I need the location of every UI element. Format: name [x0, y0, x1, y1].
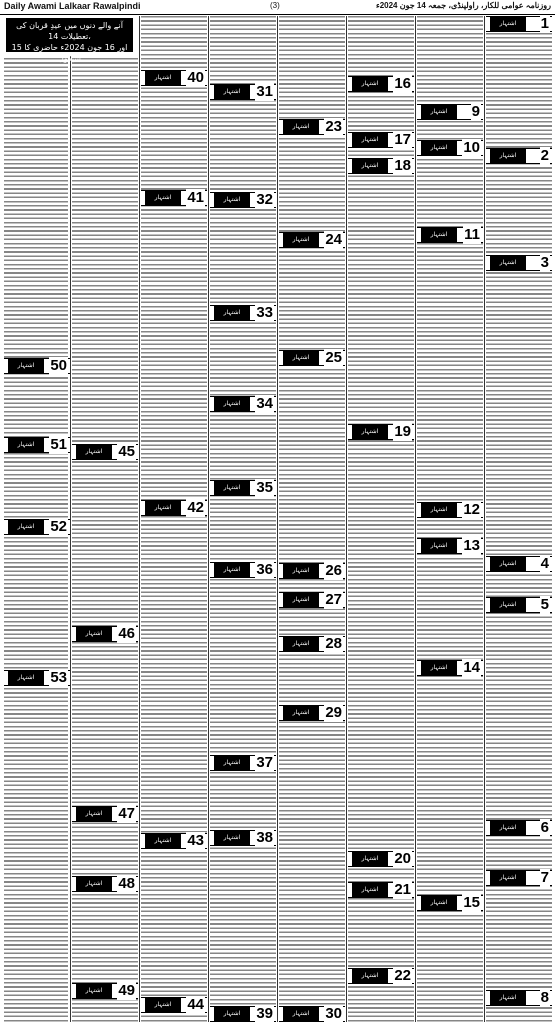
notice-header-15 — [417, 895, 483, 911]
notice-header-16 — [348, 76, 414, 92]
holiday-announcement — [6, 18, 133, 63]
notice-header-52 — [4, 519, 70, 535]
notice-number: 41 — [187, 189, 204, 206]
notice-bar: اشتہار — [214, 193, 250, 207]
notice-bar: اشتہار — [283, 233, 319, 247]
notice-bar: اشتہار — [421, 539, 457, 553]
notice-header-25 — [279, 350, 345, 366]
notice-header-4 — [486, 556, 552, 572]
notice-number: 15 — [463, 894, 480, 911]
notice-number: 46 — [118, 625, 135, 642]
notice-number: 9 — [471, 103, 480, 120]
notice-header-17 — [348, 132, 414, 148]
notice-bar: اشتہار — [214, 756, 250, 770]
notice-bar: اشتہار — [421, 141, 457, 155]
notice-header-12 — [417, 502, 483, 518]
masthead — [0, 0, 555, 15]
notice-bar: اشتہار — [352, 425, 388, 439]
notice-header-43 — [141, 833, 207, 849]
notice-header-34 — [210, 396, 276, 412]
notice-header-10 — [417, 140, 483, 156]
text-column-5 — [279, 16, 345, 1022]
date-line: روزنامہ عوامی للکار، راولپنڈی، جمعہ 14 جون 2024ء — [375, 1, 551, 10]
notice-number: 6 — [540, 819, 549, 836]
notice-bar: اشتہار — [490, 871, 526, 885]
notice-number: 31 — [256, 83, 273, 100]
notice-header-8 — [486, 990, 552, 1006]
notice-bar: اشتہار — [352, 133, 388, 147]
notice-header-46 — [72, 626, 138, 642]
notice-header-3 — [486, 255, 552, 271]
notice-header-53 — [4, 670, 70, 686]
notice-header-38 — [210, 830, 276, 846]
notice-number: 12 — [463, 501, 480, 518]
notice-bar: اشتہار — [490, 557, 526, 571]
notice-number: 21 — [394, 881, 411, 898]
notice-number: 5 — [540, 596, 549, 613]
notice-header-7 — [486, 870, 552, 886]
paper-name: Daily Awami Lalkaar Rawalpindi — [4, 1, 141, 11]
notice-bar: اشتہار — [283, 593, 319, 607]
notice-header-6 — [486, 820, 552, 836]
notice-bar: اشتہار — [76, 445, 112, 459]
notice-header-23 — [279, 119, 345, 135]
notice-number: 16 — [394, 75, 411, 92]
notice-bar: اشتہار — [76, 877, 112, 891]
notice-header-2 — [486, 148, 552, 164]
notice-bar: اشتہار — [352, 77, 388, 91]
notice-number: 7 — [540, 869, 549, 886]
notice-bar: اشتہار — [214, 85, 250, 99]
notice-bar: اشتہار — [214, 1007, 250, 1021]
notice-header-32 — [210, 192, 276, 208]
notice-bar: اشتہار — [490, 149, 526, 163]
page-number: (3) — [270, 1, 280, 10]
notice-bar: اشتہار — [214, 397, 250, 411]
notice-number: 39 — [256, 1005, 273, 1022]
text-column-2 — [72, 16, 138, 1022]
notice-number: 32 — [256, 191, 273, 208]
notice-header-50 — [4, 358, 70, 374]
notice-bar: اشتہار — [421, 896, 457, 910]
notice-number: 3 — [540, 254, 549, 271]
notice-header-9 — [417, 104, 483, 120]
notice-bar: اشتہار — [283, 637, 319, 651]
notice-bar: اشتہار — [145, 998, 181, 1012]
notice-bar: اشتہار — [283, 1007, 319, 1021]
notice-number: 43 — [187, 832, 204, 849]
notice-number: 25 — [325, 349, 342, 366]
notice-bar: اشتہار — [214, 481, 250, 495]
notice-bar: اشتہار — [490, 17, 526, 31]
notice-number: 52 — [50, 518, 67, 535]
notice-number: 17 — [394, 131, 411, 148]
notice-header-11 — [417, 227, 483, 243]
notice-bar: اشتہار — [283, 706, 319, 720]
notice-bar: اشتہار — [145, 191, 181, 205]
notice-header-42 — [141, 500, 207, 516]
notice-number: 36 — [256, 561, 273, 578]
notice-number: 18 — [394, 157, 411, 174]
notice-bar: اشتہار — [421, 105, 457, 119]
notice-number: 27 — [325, 591, 342, 608]
notice-number: 51 — [50, 436, 67, 453]
notice-header-5 — [486, 597, 552, 613]
notice-bar: اشتہار — [421, 228, 457, 242]
notice-header-31 — [210, 84, 276, 100]
notice-header-35 — [210, 480, 276, 496]
notice-bar: اشتہار — [421, 503, 457, 517]
notice-number: 22 — [394, 967, 411, 984]
notice-header-37 — [210, 755, 276, 771]
notice-header-13 — [417, 538, 483, 554]
notice-bar: اشتہار — [283, 120, 319, 134]
notice-header-49 — [72, 983, 138, 999]
notice-bar: اشتہار — [145, 71, 181, 85]
notice-header-14 — [417, 660, 483, 676]
notice-number: 29 — [325, 704, 342, 721]
notice-bar: اشتہار — [352, 852, 388, 866]
notice-number: 8 — [540, 989, 549, 1006]
notice-header-29 — [279, 705, 345, 721]
notice-number: 40 — [187, 69, 204, 86]
notice-header-51 — [4, 437, 70, 453]
notice-number: 13 — [463, 537, 480, 554]
notice-number: 44 — [187, 996, 204, 1013]
notice-number: 53 — [50, 669, 67, 686]
notice-number: 42 — [187, 499, 204, 516]
notice-bar: اشتہار — [8, 438, 44, 452]
notice-number: 33 — [256, 304, 273, 321]
notice-number: 4 — [540, 555, 549, 572]
text-column-3 — [141, 16, 207, 1022]
notice-header-30 — [279, 1006, 345, 1022]
notice-header-1 — [486, 16, 552, 32]
notice-bar: اشتہار — [283, 564, 319, 578]
notice-bar: اشتہار — [145, 501, 181, 515]
notice-header-27 — [279, 592, 345, 608]
notice-bar: اشتہار — [490, 256, 526, 270]
notice-bar: اشتہار — [421, 661, 457, 675]
notice-header-22 — [348, 968, 414, 984]
notice-bar: اشتہار — [8, 359, 44, 373]
notice-number: 2 — [540, 147, 549, 164]
notice-bar: اشتہار — [76, 807, 112, 821]
notice-bar: اشتہار — [214, 563, 250, 577]
text-column-4 — [210, 16, 276, 1022]
notice-header-39 — [210, 1006, 276, 1022]
announcement-line-1: آنے والے دنوں میں عیدِ قربان کی تعطیلات 14، — [16, 21, 123, 41]
notice-bar: اشتہار — [8, 671, 44, 685]
notice-bar: اشتہار — [8, 520, 44, 534]
notice-number: 11 — [464, 226, 480, 243]
text-column-7 — [417, 16, 483, 1022]
notice-number: 20 — [394, 850, 411, 867]
notice-bar: اشتہار — [214, 306, 250, 320]
notice-header-19 — [348, 424, 414, 440]
notice-bar: اشتہار — [352, 883, 388, 897]
notice-bar: اشتہار — [283, 351, 319, 365]
notice-number: 35 — [256, 479, 273, 496]
notice-header-20 — [348, 851, 414, 867]
notice-number: 19 — [394, 423, 411, 440]
notice-header-45 — [72, 444, 138, 460]
notice-number: 45 — [118, 443, 135, 460]
notice-number: 38 — [256, 829, 273, 846]
notice-header-33 — [210, 305, 276, 321]
notice-header-21 — [348, 882, 414, 898]
notice-header-41 — [141, 190, 207, 206]
notice-header-28 — [279, 636, 345, 652]
notice-bar: اشتہار — [490, 598, 526, 612]
notice-number: 47 — [118, 805, 135, 822]
notice-number: 30 — [325, 1005, 342, 1022]
notice-header-44 — [141, 997, 207, 1013]
notice-number: 14 — [463, 659, 480, 676]
notice-number: 24 — [325, 231, 342, 248]
notice-bar: اشتہار — [490, 821, 526, 835]
notice-number: 23 — [325, 118, 342, 135]
notice-header-24 — [279, 232, 345, 248]
notice-bar: اشتہار — [352, 159, 388, 173]
notice-header-26 — [279, 563, 345, 579]
notice-header-48 — [72, 876, 138, 892]
notice-number: 50 — [50, 357, 67, 374]
notice-number: 1 — [540, 15, 549, 32]
notice-bar: اشتہار — [490, 991, 526, 1005]
notice-bar: اشتہار — [214, 831, 250, 845]
notice-number: 28 — [325, 635, 342, 652]
notice-bar: اشتہار — [145, 834, 181, 848]
notice-bar: اشتہار — [76, 627, 112, 641]
notice-header-36 — [210, 562, 276, 578]
notice-number: 37 — [256, 754, 273, 771]
notice-header-47 — [72, 806, 138, 822]
notice-number: 34 — [256, 395, 273, 412]
notice-number: 10 — [463, 139, 480, 156]
notice-header-18 — [348, 158, 414, 174]
notice-header-40 — [141, 70, 207, 86]
announcement-line-2: 15 اور 16 جون 2024ء حاضری کا شیڈول — [11, 43, 128, 63]
notice-bar: اشتہار — [352, 969, 388, 983]
notice-number: 49 — [118, 982, 135, 999]
notice-number: 26 — [325, 562, 342, 579]
notice-number: 48 — [118, 875, 135, 892]
notice-bar: اشتہار — [76, 984, 112, 998]
